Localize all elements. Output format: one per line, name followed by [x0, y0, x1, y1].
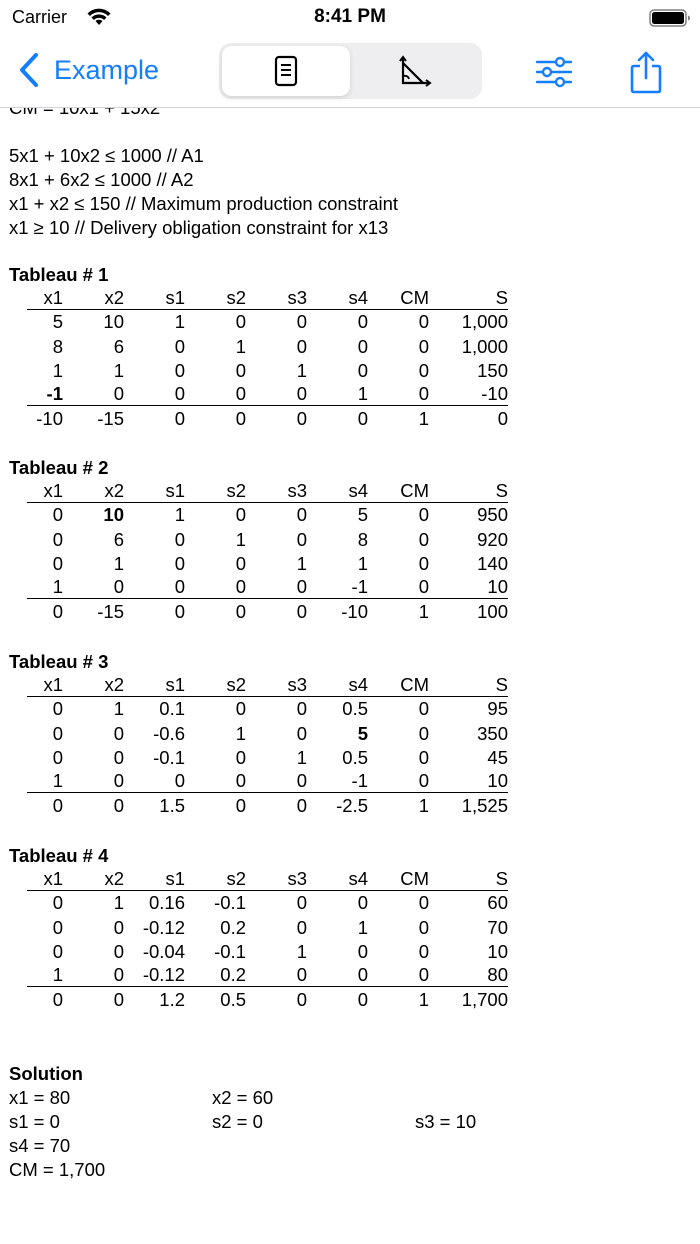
solution-x2: x2 = 60 — [212, 1087, 274, 1108]
column-header: x2 — [63, 672, 124, 696]
document-view-segment[interactable] — [222, 46, 350, 96]
status-bar — [0, 0, 700, 36]
table-cell: 350 — [477, 722, 508, 744]
table-cell: 0.5 — [342, 698, 368, 720]
table-cell: 1 — [113, 698, 124, 720]
table-cell: 0 — [418, 698, 429, 720]
table-cell: 0 — [235, 552, 246, 574]
sliders-icon — [534, 55, 574, 89]
triangle-ruler-icon — [398, 55, 432, 87]
table-cell: 1.5 — [159, 795, 185, 817]
table-cell: 0 — [357, 892, 368, 914]
table-cell: 0 — [418, 892, 429, 914]
back-label: Example — [54, 54, 160, 85]
table-cell: 0 — [235, 408, 246, 430]
column-header: s3 — [246, 285, 307, 309]
table-cell: 0 — [296, 601, 307, 623]
table-cell: 0 — [52, 698, 63, 720]
table-cell: 0 — [174, 335, 185, 357]
column-header: s4 — [307, 672, 368, 696]
table-cell: 0 — [185, 769, 246, 793]
table-cell: 10 — [429, 575, 508, 599]
table-row — [27, 720, 508, 744]
table-cell: 920 — [477, 528, 508, 550]
table-cell: 1 — [418, 408, 429, 430]
table-cell: 0 — [113, 916, 124, 938]
table-cell: 0 — [174, 601, 185, 623]
table-cell: 0 — [296, 408, 307, 430]
column-header: S — [429, 866, 508, 890]
table-cell: 10 — [103, 504, 124, 526]
column-header: s3 — [246, 866, 307, 890]
table-cell: 1 — [113, 359, 124, 381]
table-cell: 0 — [174, 359, 185, 381]
table-cell: -0.1 — [214, 940, 246, 962]
table-cell: 0 — [174, 408, 185, 430]
table-cell: -10 — [429, 382, 508, 406]
table-row — [27, 358, 508, 382]
table-cell: 60 — [487, 892, 508, 914]
table-cell: -0.6 — [153, 722, 185, 744]
table-cell: 0 — [113, 722, 124, 744]
table-cell: 0 — [52, 795, 63, 817]
table-cell: 0 — [235, 601, 246, 623]
column-header: s1 — [124, 672, 185, 696]
table-cell: 0 — [418, 940, 429, 962]
table-row — [27, 769, 508, 793]
table-cell: 0 — [246, 382, 307, 406]
table-cell: 0 — [296, 892, 307, 914]
table-cell: 0 — [113, 989, 124, 1011]
table-cell: 1 — [418, 795, 429, 817]
table-cell: 1 — [296, 552, 307, 574]
table-cell: 0 — [52, 601, 63, 623]
column-header: x2 — [63, 285, 124, 309]
table-cell: 0 — [185, 382, 246, 406]
table-cell: 0 — [296, 916, 307, 938]
share-icon — [628, 50, 664, 94]
table-cell: 0 — [368, 769, 429, 793]
solution-cm: CM = 1,700 — [9, 1159, 106, 1180]
table-cell: 95 — [487, 698, 508, 720]
table-cell: 0 — [246, 769, 307, 793]
table-cell: 1 — [27, 963, 63, 987]
table-cell: 1 — [296, 746, 307, 768]
table-cell: 0.2 — [185, 963, 246, 987]
table-row — [27, 309, 508, 333]
table-cell: 1 — [27, 769, 63, 793]
column-header: s3 — [246, 478, 307, 502]
table-cell: 0 — [418, 722, 429, 744]
table-cell: 0.1 — [159, 698, 185, 720]
table-cell: 150 — [477, 359, 508, 381]
status-time: 8:41 PM — [314, 6, 386, 27]
column-header: x2 — [63, 478, 124, 502]
table-cell: 8 — [357, 528, 368, 550]
column-header: x1 — [27, 672, 63, 696]
column-header: CM — [368, 285, 429, 309]
settings-sliders-button[interactable] — [532, 50, 576, 94]
table-cell: -1 — [307, 769, 368, 793]
tableau-table — [27, 866, 508, 1011]
column-header: CM — [368, 478, 429, 502]
column-header: s2 — [185, 866, 246, 890]
table-cell: 0 — [296, 795, 307, 817]
table-cell: 100 — [477, 601, 508, 623]
table-cell: 70 — [487, 916, 508, 938]
table-cell: 0 — [368, 575, 429, 599]
table-row — [27, 406, 508, 430]
navigation-bar — [0, 36, 700, 108]
tableau-header-row — [27, 866, 508, 890]
table-row — [27, 575, 508, 599]
table-cell: 6 — [113, 335, 124, 357]
table-cell: 0 — [368, 963, 429, 987]
table-cell: 10 — [487, 940, 508, 962]
tableau-header-row — [27, 672, 508, 696]
table-cell: 8 — [52, 335, 63, 357]
back-button[interactable] — [16, 50, 159, 90]
column-header: S — [429, 478, 508, 502]
table-cell: 1 — [52, 359, 63, 381]
table-cell: 0 — [497, 408, 508, 430]
share-button[interactable] — [624, 50, 668, 94]
carrier-label: Carrier — [12, 7, 68, 27]
column-header: x1 — [27, 866, 63, 890]
column-header: s1 — [124, 285, 185, 309]
table-row — [27, 333, 508, 357]
table-cell: 140 — [477, 552, 508, 574]
tableau-title: Tableau # 2 — [9, 457, 109, 478]
table-row — [27, 939, 508, 963]
column-header: s2 — [185, 285, 246, 309]
table-cell: 0 — [235, 504, 246, 526]
table-row — [27, 599, 508, 623]
table-row — [27, 793, 508, 817]
column-header: CM — [368, 866, 429, 890]
table-cell: 1 — [174, 311, 185, 333]
table-cell: 5 — [52, 311, 63, 333]
table-cell: 0 — [296, 722, 307, 744]
column-header: S — [429, 672, 508, 696]
table-row — [27, 696, 508, 720]
table-cell: 0.2 — [220, 916, 246, 938]
column-header: s2 — [185, 478, 246, 502]
table-cell: 1,700 — [461, 989, 508, 1011]
table-row — [27, 987, 508, 1011]
table-cell: 0.5 — [342, 746, 368, 768]
column-header: s2 — [185, 672, 246, 696]
table-cell: -0.12 — [124, 963, 185, 987]
table-cell: 1,000 — [461, 335, 508, 357]
table-cell: 0 — [52, 552, 63, 574]
table-cell: 0 — [296, 989, 307, 1011]
table-cell: 0 — [235, 311, 246, 333]
table-cell: 1 — [113, 892, 124, 914]
table-cell: 0 — [368, 382, 429, 406]
table-cell: 0 — [418, 746, 429, 768]
table-cell: 0 — [418, 916, 429, 938]
constraint-line: x1 + x2 ≤ 150 // Maximum production constraint — [9, 193, 399, 214]
table-cell: 5 — [357, 722, 368, 744]
table-cell: -0.1 — [214, 892, 246, 914]
table-row — [27, 551, 508, 575]
table-cell: 1 — [307, 382, 368, 406]
table-cell: 0.16 — [148, 892, 185, 914]
table-row — [27, 963, 508, 987]
table-cell: 0 — [246, 575, 307, 599]
table-cell: 0 — [235, 746, 246, 768]
table-cell: 1 — [113, 552, 124, 574]
table-cell: -1 — [27, 382, 63, 406]
table-cell: 0 — [418, 528, 429, 550]
table-cell: 10 — [429, 769, 508, 793]
table-cell: -0.04 — [142, 940, 185, 962]
constraint-line: x1 ≥ 10 // Delivery obligation constraint for x13 — [9, 217, 389, 238]
table-cell: 1.2 — [159, 989, 185, 1011]
table-cell: 0 — [124, 575, 185, 599]
table-cell: -0.12 — [142, 916, 185, 938]
table-cell: 1 — [357, 552, 368, 574]
tableau-title: Tableau # 3 — [9, 651, 109, 672]
table-cell: 0 — [52, 916, 63, 938]
table-cell: 1,525 — [461, 795, 508, 817]
table-cell: 0 — [418, 504, 429, 526]
table-cell: -1 — [307, 575, 368, 599]
column-header: s4 — [307, 285, 368, 309]
table-cell: 0 — [113, 746, 124, 768]
table-cell: 1 — [235, 335, 246, 357]
table-cell: 1 — [357, 916, 368, 938]
table-cell: 0 — [52, 892, 63, 914]
table-cell: 0 — [52, 528, 63, 550]
table-cell: 1 — [418, 601, 429, 623]
table-cell: 1 — [235, 528, 246, 550]
document-content[interactable] — [0, 108, 700, 1244]
table-cell: 0 — [124, 382, 185, 406]
table-cell: 0 — [52, 989, 63, 1011]
table-cell: 0 — [307, 963, 368, 987]
table-cell: 0 — [63, 382, 124, 406]
table-cell: -0.1 — [153, 746, 185, 768]
tableau-title: Tableau # 4 — [9, 845, 109, 866]
table-cell: -15 — [97, 601, 124, 623]
table-cell: 1 — [296, 359, 307, 381]
table-cell: 0 — [124, 769, 185, 793]
constraint-line: 8x1 + 6x2 ≤ 1000 // A2 — [9, 169, 194, 190]
table-cell: 0 — [52, 746, 63, 768]
tableau-header-row — [27, 478, 508, 502]
table-cell: 0 — [113, 795, 124, 817]
column-header: CM — [368, 672, 429, 696]
table-cell: 0 — [63, 769, 124, 793]
table-row — [27, 502, 508, 526]
table-cell: 0 — [235, 359, 246, 381]
column-header: x1 — [27, 285, 63, 309]
table-cell: 0.5 — [220, 989, 246, 1011]
table-row — [27, 382, 508, 406]
column-header: s3 — [246, 672, 307, 696]
table-cell: 45 — [487, 746, 508, 768]
table-cell: 0 — [418, 311, 429, 333]
tableau-table — [27, 672, 508, 817]
column-header: S — [429, 285, 508, 309]
solution-title: Solution — [9, 1063, 83, 1084]
table-cell: 0 — [246, 963, 307, 987]
table-cell: 0 — [418, 552, 429, 574]
table-row — [27, 914, 508, 938]
table-cell: 0 — [357, 335, 368, 357]
column-header: x2 — [63, 866, 124, 890]
table-row — [27, 745, 508, 769]
table-cell: 10 — [103, 311, 124, 333]
graph-view-segment[interactable] — [351, 46, 479, 96]
table-cell: 6 — [113, 528, 124, 550]
tableau-title: Tableau # 1 — [9, 264, 109, 285]
table-cell: -10 — [36, 408, 63, 430]
table-cell: 0 — [357, 311, 368, 333]
table-cell: 0 — [174, 528, 185, 550]
column-header: s1 — [124, 866, 185, 890]
table-cell: 0 — [52, 722, 63, 744]
table-cell: 0 — [357, 989, 368, 1011]
column-header: s1 — [124, 478, 185, 502]
table-cell: 0 — [357, 940, 368, 962]
table-cell: 0 — [52, 940, 63, 962]
table-cell: 0 — [235, 698, 246, 720]
tableau-table — [27, 478, 508, 623]
battery-icon — [649, 8, 691, 28]
table-cell: 0 — [185, 575, 246, 599]
column-header: x1 — [27, 478, 63, 502]
tableau-table — [27, 285, 508, 430]
table-cell: 0 — [418, 335, 429, 357]
constraint-line: 5x1 + 10x2 ≤ 1000 // A1 — [9, 145, 204, 166]
solution-s4: s4 = 70 — [9, 1135, 71, 1156]
table-cell: 0 — [63, 963, 124, 987]
table-cell: 0 — [296, 528, 307, 550]
table-cell: 0 — [63, 575, 124, 599]
solution-s3: s3 = 10 — [415, 1111, 477, 1132]
table-cell: 0 — [174, 552, 185, 574]
solution-s1: s1 = 0 — [9, 1111, 60, 1132]
solution-s2: s2 = 0 — [212, 1111, 263, 1132]
table-cell: 5 — [357, 504, 368, 526]
solution-x1: x1 = 80 — [9, 1087, 71, 1108]
view-mode-segmented-control — [219, 43, 482, 99]
table-cell: 1 — [235, 722, 246, 744]
table-cell: 0 — [357, 359, 368, 381]
table-cell: 1 — [418, 989, 429, 1011]
table-cell: 1 — [174, 504, 185, 526]
tableau-header-row — [27, 285, 508, 309]
table-cell: 0 — [357, 408, 368, 430]
table-cell: 0 — [296, 311, 307, 333]
document-icon — [273, 55, 299, 87]
column-header: s4 — [307, 478, 368, 502]
column-header: s4 — [307, 866, 368, 890]
table-cell: 1,000 — [461, 311, 508, 333]
table-cell: 1 — [27, 575, 63, 599]
table-cell: 1 — [296, 940, 307, 962]
chevron-left-icon — [16, 52, 42, 88]
table-cell: 80 — [429, 963, 508, 987]
table-cell: 0 — [52, 504, 63, 526]
table-cell: 0 — [296, 698, 307, 720]
table-cell: 0 — [235, 795, 246, 817]
table-cell: 950 — [477, 504, 508, 526]
table-cell: -2.5 — [336, 795, 368, 817]
table-cell: 0 — [296, 504, 307, 526]
table-cell: -10 — [341, 601, 368, 623]
table-cell: 0 — [296, 335, 307, 357]
table-cell: -15 — [97, 408, 124, 430]
table-cell: 0 — [418, 359, 429, 381]
table-row — [27, 890, 508, 914]
table-row — [27, 526, 508, 550]
table-cell: 0 — [113, 940, 124, 962]
